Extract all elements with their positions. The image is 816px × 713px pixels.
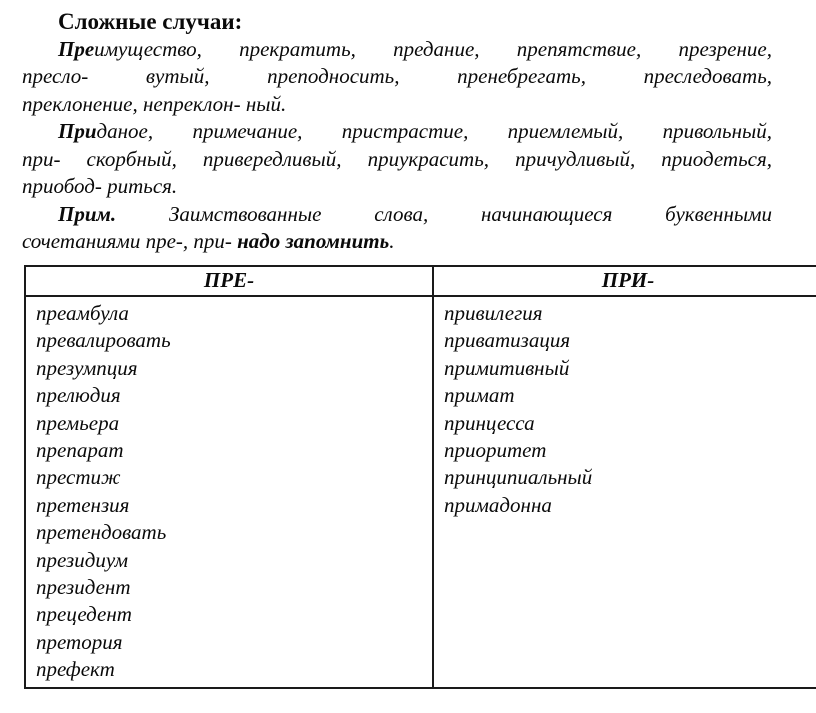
table-cell-word: презумпция (36, 355, 138, 380)
para-note-line2-bold: надо запомнить (237, 229, 390, 253)
para-note-line1 (22, 201, 772, 229)
table-cell-word: превалировать (36, 328, 171, 353)
table-cell-word: приватизация (444, 328, 571, 353)
table-cell-word: примат (444, 383, 515, 408)
para-pre-line2: пресло- вутый, преподносить, пренебрегать, преследовать, (22, 64, 772, 88)
para-note-line2 (22, 228, 772, 256)
table-header-row (26, 267, 816, 297)
table-cell-word: принцесса (444, 410, 535, 435)
text-block (22, 8, 772, 256)
table-cell-word: прецедент (36, 602, 132, 627)
table-cell-word: претория (36, 629, 123, 654)
table-cell-word: привилегия (444, 301, 543, 325)
prefix-words-table (24, 265, 816, 689)
table-cell-word: преамбула (36, 301, 129, 325)
table-cell-word: президиум (36, 547, 129, 572)
para-pre-line3: преклонение, непреклон- ный. (22, 91, 287, 116)
para-note-line2-end: . (389, 229, 395, 253)
para-pri-line2: при- скорбный, привередливый, приукрасить, причудливый, приодеться, (22, 146, 772, 171)
table-cell-word: прелюдия (36, 383, 121, 408)
table-cell-word: принципиальный (444, 465, 593, 490)
table-cell-word: претендовать (36, 520, 167, 545)
table-cell-word: президент (36, 575, 131, 600)
para-pre-lead-bold: Пре (58, 36, 95, 61)
table-cell-word: препарат (36, 438, 124, 463)
pri-words-cell (434, 297, 816, 687)
para-pre-line1-rest: имущество, прекратить, предание, препятствие, презрение, (94, 36, 772, 61)
para-pri-lead-bold: При (58, 119, 97, 143)
table-body-row (26, 297, 816, 687)
table-cell-word: претензия (36, 492, 130, 517)
table-cell-word: престиж (36, 465, 121, 490)
para-note-lead-bold: Прим. (58, 201, 117, 226)
para-pri-line1 (22, 118, 772, 146)
section-title: Сложные случаи: (58, 9, 243, 34)
para-note-line1-rest: Заимствованные слова, начинающиеся буквенными (116, 201, 772, 226)
table-cell-word: примадонна (444, 492, 552, 517)
pre-words-cell (26, 297, 434, 687)
para-pri-line3: приобод- риться. (22, 174, 178, 198)
table-header-pre: ПРЕ- (26, 267, 434, 295)
para-note-line2-start: сочетаниями пре-, при- (22, 229, 238, 253)
table-cell-word: примитивный (444, 355, 570, 380)
table-cell-word: приоритет (444, 438, 547, 463)
table-cell-word: премьера (36, 410, 120, 435)
para-pri-line1-rest: даное, примечание, пристрастие, приемлемый, привольный, (96, 119, 772, 143)
para-pre-line1 (22, 36, 772, 64)
table-header-pri: ПРИ- (601, 268, 655, 292)
table-cell-word: префект (36, 657, 115, 682)
